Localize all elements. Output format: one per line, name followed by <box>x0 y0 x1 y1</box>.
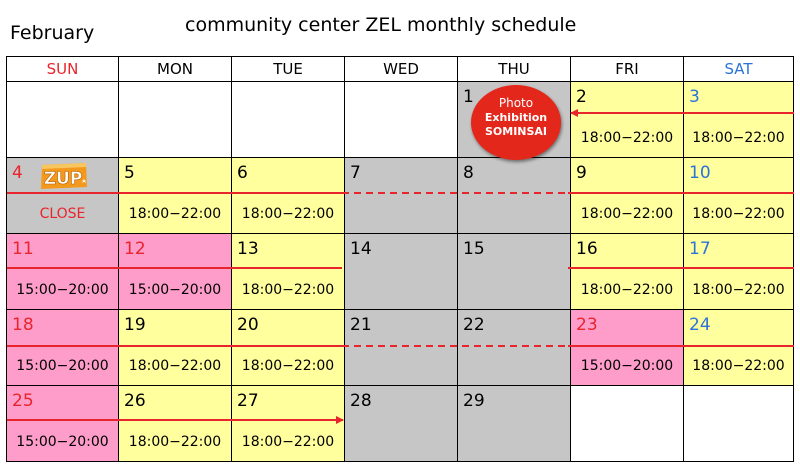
hours-text: 15:00−20:00 <box>128 282 222 298</box>
month-label: February <box>10 22 95 44</box>
close-text: CLOSE <box>39 206 86 222</box>
day-number: 9 <box>576 163 587 183</box>
badge-line-3: SOMINSAI <box>484 125 548 138</box>
day-number: 17 <box>689 239 711 259</box>
day-number: 23 <box>576 315 598 335</box>
day-number: 4 <box>12 163 23 183</box>
weekday-fri: FRI <box>571 57 684 82</box>
hours-text: 15:00−20:00 <box>580 358 674 374</box>
hours-text: 18:00−22:00 <box>241 358 335 374</box>
day-number: 2 <box>576 87 587 107</box>
photo-exhibition-badge <box>471 85 561 160</box>
weekday-sat: SAT <box>684 57 794 82</box>
badge-line-2: Exhibition <box>484 111 548 124</box>
day-number: 27 <box>237 391 259 411</box>
hours-text: 18:00−22:00 <box>692 206 785 222</box>
day-number: 15 <box>463 239 485 259</box>
day-number: 5 <box>124 163 135 183</box>
page-title: community center ZEL monthly schedule <box>185 14 577 36</box>
day-number: 28 <box>350 391 372 411</box>
weekday-thu: THU <box>458 57 571 82</box>
hours-text: 15:00−20:00 <box>16 282 109 298</box>
day-number: 8 <box>463 163 474 183</box>
weekday-mon: MON <box>119 57 232 82</box>
hours-text: 18:00−22:00 <box>692 282 785 298</box>
day-number: 25 <box>12 391 34 411</box>
day-number: 24 <box>689 315 711 335</box>
weekday-wed: WED <box>345 57 458 82</box>
hours-text: 15:00−20:00 <box>16 358 109 374</box>
weekday-tue: TUE <box>232 57 345 82</box>
hours-text: 18:00−22:00 <box>692 130 785 146</box>
hours-text: 18:00−22:00 <box>580 206 674 222</box>
day-number: 29 <box>463 391 485 411</box>
weekday-sun: SUN <box>7 57 119 82</box>
day-number: 7 <box>350 163 361 183</box>
hours-text: 18:00−22:00 <box>692 358 785 374</box>
hours-text: 18:00−22:00 <box>128 358 222 374</box>
hours-text: 18:00−22:00 <box>241 206 335 222</box>
hours-text: 15:00−20:00 <box>16 434 109 450</box>
day-number: 22 <box>463 315 485 335</box>
day-number: 3 <box>689 87 700 107</box>
zup-logo-text: ZUP <box>43 169 83 189</box>
day-number: 1 <box>463 87 474 107</box>
day-number: 18 <box>12 315 34 335</box>
hours-text: 18:00−22:00 <box>128 434 222 450</box>
hours-text: 18:00−22:00 <box>128 206 222 222</box>
day-number: 16 <box>576 239 598 259</box>
day-number: 6 <box>237 163 248 183</box>
badge-line-1: Photo <box>498 96 534 110</box>
day-number: 10 <box>689 163 711 183</box>
day-number: 20 <box>237 315 259 335</box>
hours-text: 18:00−22:00 <box>241 282 335 298</box>
day-number: 13 <box>237 239 259 259</box>
day-number: 11 <box>12 239 34 259</box>
day-number: 14 <box>350 239 372 259</box>
day-number: 12 <box>124 239 146 259</box>
hours-text: 18:00−22:00 <box>580 130 674 146</box>
hours-text: 18:00−22:00 <box>580 282 674 298</box>
day-number: 19 <box>124 315 146 335</box>
day-number: 21 <box>350 315 372 335</box>
hours-text: 18:00−22:00 <box>241 434 335 450</box>
day-number: 26 <box>124 391 146 411</box>
